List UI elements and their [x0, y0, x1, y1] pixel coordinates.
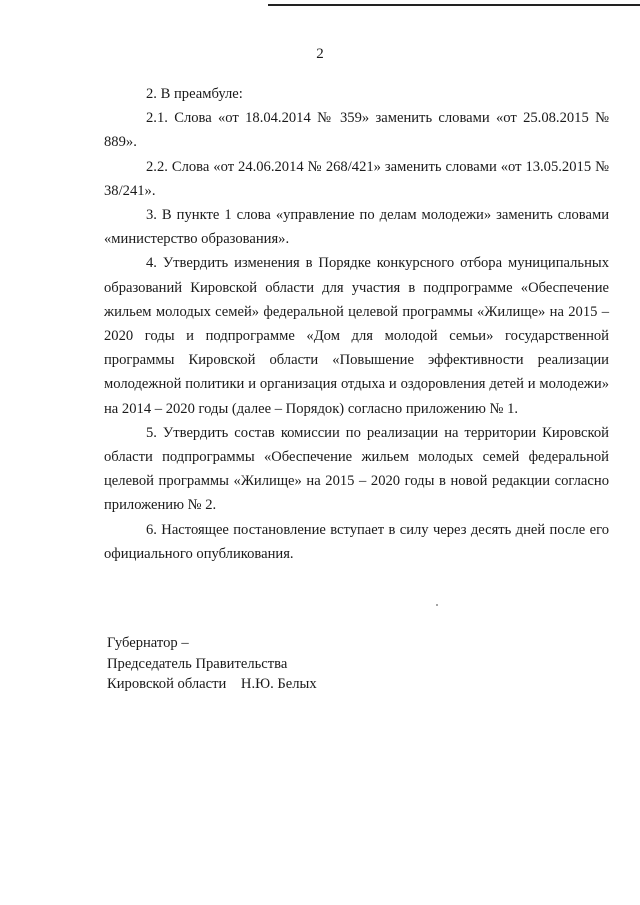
paragraph-6: 6. Настоящее постановление вступает в силу через десять дней после его официального опубликования. [104, 521, 609, 562]
paragraph-4: 4. Утвердить изменения в Порядке конкурсного отбора муниципальных образований Кировской области для участия в подпрограмме «Обеспечение жильем молодых семей» федеральной целевой программы «Жилище» на 2015 – 2020 годы и подпрограмме «Дом для молодой семьи» государственной программы Кировской области «Повышение эффективности реализации молодежной политики и организация отдыха и оздоровления детей и молодежи» на 2014 – 2020 годы (далее – Порядок) согласно приложению № 1. [104, 255, 609, 417]
paragraph-2-2: 2.2. Слова «от 24.06.2014 № 268/421» заменить словами «от 13.05.2015 № 38/241». [104, 158, 609, 199]
paragraph-2-1: 2.1. Слова «от 18.04.2014 № 359» заменить словами «от 25.08.2015 № 889». [104, 110, 609, 151]
page-number: 2 [316, 46, 324, 62]
paragraph-5: 5. Утвердить состав комиссии по реализации на территории Кировской области подпрограммы «Обеспечение жильем молодых семей федеральной целевой программы «Жилище» на 2015 – 2020 годы в новой редакции согласно приложению № 2. [104, 424, 609, 514]
signature-block [107, 633, 317, 695]
paragraph-preamble: 2. В преамбуле: [146, 86, 243, 102]
scan-speck [436, 604, 438, 606]
document-body [104, 82, 609, 566]
signature-title: Губернатор – [107, 635, 189, 651]
signature-position: Председатель Правительства [107, 655, 288, 672]
top-border-line [268, 4, 640, 6]
paragraph-3: 3. В пункте 1 слова «управление по делам молодежи» заменить словами «министерство образования». [104, 207, 609, 248]
signature-name: Кировской области Н.Ю. Белых [107, 676, 317, 692]
